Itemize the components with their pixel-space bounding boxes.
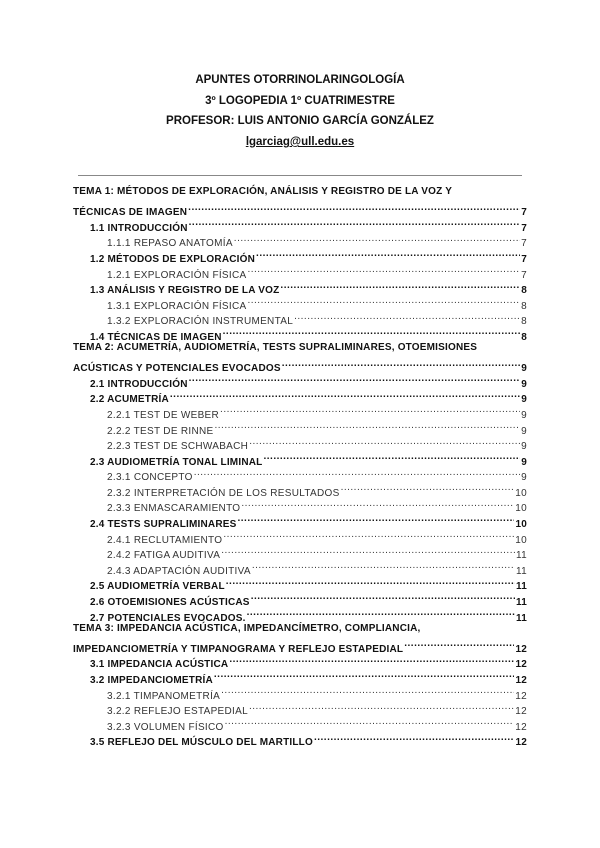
document-title: APUNTES OTORRINOLARINGOLOGÍA (195, 74, 405, 86)
dot-leader (293, 309, 520, 325)
toc-entry-title: 1.3.2 EXPLORACIÓN INSTRUMENTAL (107, 316, 294, 325)
toc-entry-title: 1.2 MÉTODOS DE EXPLORACIÓN (90, 253, 256, 262)
toc-entry-title: 2.4.3 ADAPTACIÓN AUDITIVA (107, 565, 251, 574)
toc-heading-line: TEMA 2: ACUMETRÍA, AUDIOMETRÍA, TESTS SUPRALIMINARES, OTOEMISIONES (73, 341, 478, 353)
dot-leader (281, 356, 521, 372)
toc-entry-title: 3.2 IMPEDANCIOMETRÍA (90, 675, 213, 683)
toc-entry-title: 3.2.3 VOLUMEN FÍSICO (107, 721, 224, 730)
dot-leader (279, 278, 520, 294)
dot-leader (188, 371, 521, 387)
toc-entry[interactable] (73, 278, 527, 294)
toc-page-number: 7 (521, 269, 527, 278)
dot-leader (213, 667, 515, 683)
dot-leader (240, 496, 514, 512)
dot-leader (246, 262, 520, 278)
toc-page-number: 11 (516, 550, 527, 559)
toc-page-number: 10 (515, 487, 527, 496)
dot-leader (340, 480, 515, 496)
toc-entry-title: 2.2.2 TEST DE RINNE (107, 425, 214, 434)
toc-page-number: 8 (521, 285, 527, 294)
toc-entry-title: TÉCNICAS DE IMAGEN (73, 207, 188, 216)
toc-entry-title: 3.2.2 REFLEJO ESTAPEDIAL (107, 706, 248, 715)
toc-page-number: 9 (521, 394, 527, 403)
toc-entry[interactable] (73, 215, 527, 231)
toc-entry[interactable] (73, 543, 527, 559)
toc-page-number: 11 (516, 565, 527, 574)
toc-page-number: 10 (515, 534, 527, 543)
toc-entry[interactable] (73, 558, 527, 574)
toc-page-number: 8 (521, 331, 527, 340)
toc-entry[interactable] (73, 231, 527, 247)
dot-leader (403, 636, 514, 652)
toc-entry[interactable] (73, 699, 527, 715)
dot-leader (225, 574, 515, 590)
toc-page-number: 12 (515, 706, 527, 715)
toc-page-number: 11 (516, 581, 527, 590)
toc-page-number: 12 (515, 721, 527, 730)
toc-entry-title: 2.4.1 RECLUTAMIENTO (107, 534, 223, 543)
dot-leader (228, 652, 514, 668)
toc-entry[interactable] (73, 605, 527, 621)
toc-page-number: 7 (521, 238, 527, 247)
toc-entry[interactable] (73, 324, 527, 340)
toc-page-number: 8 (521, 300, 527, 309)
toc-entry[interactable] (73, 480, 527, 496)
toc-heading-line: TEMA 1: MÉTODOS DE EXPLORACIÓN, ANÁLISIS Y REGISTRO DE LA VOZ Y (73, 186, 453, 197)
toc-entry[interactable] (73, 730, 527, 746)
dot-leader (222, 527, 514, 543)
dot-leader (313, 730, 515, 746)
toc-entry-title: 3.1 IMPEDANCIA ACÚSTICA (90, 659, 229, 668)
dot-leader (213, 418, 520, 434)
dot-leader (224, 714, 515, 730)
toc-entry-title: 3.5 REFLEJO DEL MÚSCULO DEL MARTILLO (90, 737, 313, 746)
dot-leader (222, 324, 521, 340)
dot-leader (237, 511, 515, 527)
dot-leader (262, 449, 520, 465)
toc-entry-title: 2.1 INTRODUCCIÓN (90, 378, 188, 387)
toc-entry[interactable] (73, 402, 527, 418)
toc-page-number: 8 (521, 316, 527, 325)
toc-entry[interactable] (73, 527, 527, 543)
toc-entry[interactable] (73, 246, 527, 262)
professor-line: PROFESOR: LUIS ANTONIO GARCÍA GONZÁLEZ (166, 115, 434, 128)
toc-entry-title: 2.7 POTENCIALES EVOCADOS. (90, 612, 246, 621)
toc-entry-title: 1.4 TÉCNICAS DE IMAGEN (90, 331, 222, 340)
toc-page-number: 9 (521, 456, 527, 465)
toc-page-number: 9 (521, 363, 527, 372)
toc-entry[interactable] (73, 200, 527, 216)
dot-leader (248, 434, 520, 450)
toc-entry[interactable] (73, 293, 527, 309)
toc-entry[interactable] (73, 683, 527, 699)
toc-entry[interactable] (73, 574, 527, 590)
toc-entry-title: 2.3.2 INTERPRETACIÓN DE LOS RESULTADOS (107, 487, 340, 496)
toc-entry[interactable] (73, 465, 527, 481)
email-link[interactable]: lgarciag@ull.edu.es (245, 136, 355, 149)
toc-page-number: 7 (521, 222, 527, 231)
toc-page-number: 9 (521, 409, 527, 418)
divider (78, 175, 522, 176)
toc-entry-title: 1.1.1 REPASO ANATOMÍA (107, 238, 233, 247)
toc-entry[interactable] (73, 496, 527, 512)
toc-page-number: 10 (515, 503, 527, 512)
toc-entry[interactable] (73, 418, 527, 434)
toc-entry[interactable] (73, 511, 527, 527)
toc-entry-title: 2.2 ACUMETRÍA (90, 394, 169, 403)
toc-entry[interactable] (73, 589, 527, 605)
toc-page-number: 12 (515, 690, 527, 699)
toc-entry-title: 1.2.1 EXPLORACIÓN FÍSICA (107, 269, 247, 278)
toc-entry[interactable] (73, 262, 527, 278)
toc-page-number: 7 (521, 207, 527, 216)
dot-leader (251, 558, 515, 574)
toc-entry[interactable] (73, 434, 527, 450)
dot-leader (219, 402, 520, 418)
dot-leader (255, 246, 520, 262)
toc-entry-title: 2.3.1 CONCEPTO (107, 472, 193, 481)
toc-page-number: 11 (516, 597, 527, 606)
toc-entry-title: 3.2.1 TIMPANOMETRÍA (107, 690, 221, 699)
toc-page-number: 12 (515, 675, 527, 683)
toc-page-number: 10 (515, 519, 527, 528)
dot-leader (169, 387, 520, 403)
dot-leader (246, 293, 520, 309)
dot-leader (193, 465, 520, 481)
toc-page-number: 9 (521, 425, 527, 434)
toc-entry[interactable] (73, 309, 527, 325)
table-of-contents (73, 184, 527, 745)
dot-leader (220, 683, 514, 699)
dot-leader (188, 215, 521, 231)
dot-leader (233, 231, 520, 247)
toc-page-number: 12 (515, 659, 527, 668)
toc-entry-title: 1.1 INTRODUCCIÓN (90, 222, 188, 231)
toc-page-number: 9 (521, 441, 527, 450)
document-header (0, 70, 600, 153)
toc-page-number: 9 (521, 472, 527, 481)
dot-leader (250, 589, 515, 605)
dot-leader (220, 543, 515, 559)
toc-entry[interactable] (73, 371, 527, 387)
toc-entry[interactable] (73, 449, 527, 465)
toc-entry[interactable] (73, 356, 527, 372)
toc-entry-title: 2.6 OTOEMISIONES ACÚSTICAS (90, 597, 250, 606)
dot-leader (187, 200, 520, 216)
toc-page-number: 7 (521, 253, 527, 262)
toc-heading-line: TEMA 3: IMPEDANCIA ACÚSTICA, IMPEDANCÍMETRO, COMPLIANCIA, (73, 622, 421, 634)
toc-page-number: 9 (521, 378, 527, 387)
toc-page-number: 12 (515, 643, 527, 652)
toc-entry-title: 2.4 TESTS SUPRALIMINARES (90, 519, 237, 528)
toc-entry-title: 2.2.3 TEST DE SCHWABACH (107, 441, 249, 450)
toc-entry-title: 2.3 AUDIOMETRÍA TONAL LIMINAL (90, 456, 263, 465)
toc-entry-title: 2.3.3 ENMASCARAMIENTO (107, 503, 241, 512)
toc-page-number: 12 (515, 737, 527, 746)
dot-leader (248, 699, 514, 715)
toc-entry[interactable] (73, 714, 527, 730)
dot-leader (246, 605, 515, 621)
toc-entry[interactable] (73, 636, 527, 652)
course-line: 3º LOGOPEDIA 1º CUATRIMESTRE (205, 94, 395, 107)
toc-entry[interactable] (73, 387, 527, 403)
toc-entry-title: 1.3 ANÁLISIS Y REGISTRO DE LA VOZ (90, 285, 280, 294)
toc-entry[interactable] (73, 652, 527, 668)
toc-entry-title: ACÚSTICAS Y POTENCIALES EVOCADOS (73, 363, 281, 372)
toc-entry-title: 1.3.1 EXPLORACIÓN FÍSICA (107, 300, 247, 309)
toc-entry-title: 2.4.2 FATIGA AUDITIVA (107, 550, 221, 559)
toc-entry-title: IMPEDANCIOMETRÍA Y TIMPANOGRAMA Y REFLEJO ESTAPEDIAL (73, 643, 404, 652)
toc-page-number: 11 (516, 612, 527, 621)
toc-entry-title: 2.5 AUDIOMETRÍA VERBAL (90, 581, 225, 590)
toc-entry-title: 2.2.1 TEST DE WEBER (107, 409, 220, 418)
toc-entry[interactable] (73, 667, 527, 683)
